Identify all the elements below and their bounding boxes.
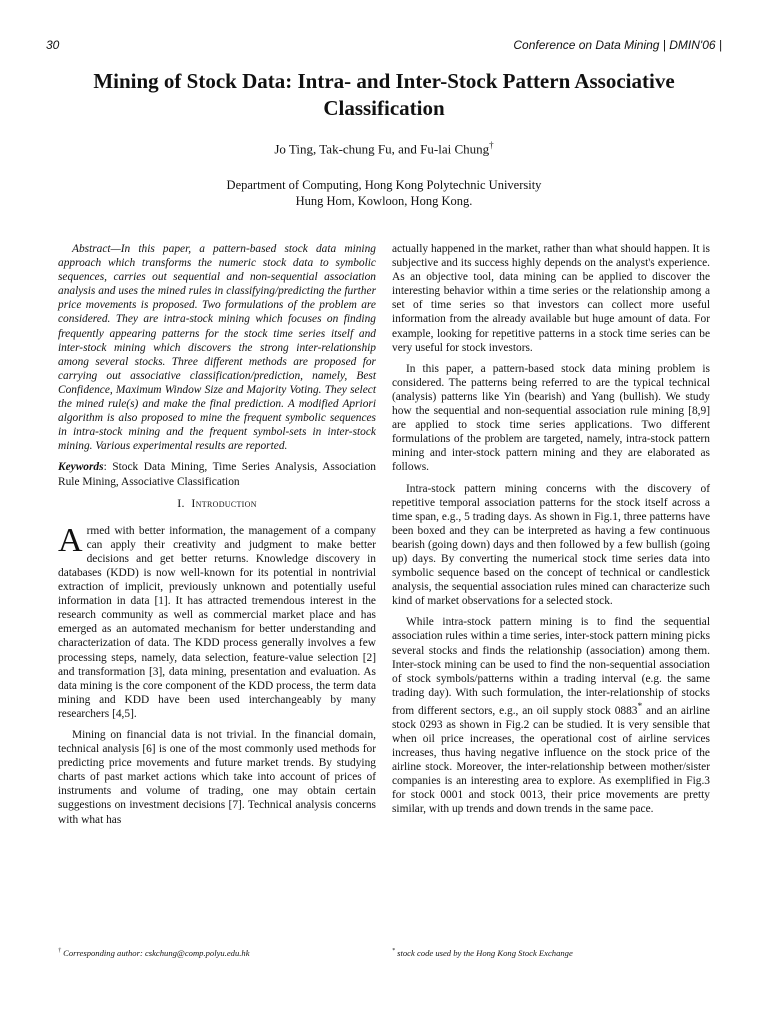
footnote-left-text: Corresponding author: cskchung@comp.polyu.edu.hk	[61, 948, 250, 958]
footnote-corresponding-author	[58, 948, 250, 958]
right-paragraph-4-b: and an airline stock 0293 as shown in Fig.2 can be studied. It is very sensible that when oil price increases, the operational cost of airline services increases, thus having negative influence on the stock price of the airline stock. Moreover, the inter-relationship between mother/sister companies is an interesting area to explore. As exemplified in Fig.3 for stock 0001 and stock 0013, their price movements are pretty similar, with up trends and down trends in the same pace.	[392, 704, 710, 816]
abstract-lead: Abstract—	[72, 243, 121, 255]
right-paragraph-2: In this paper, a pattern-based stock data mining problem is considered. The patterns being referred to are the typical technical (analysis) patterns like Yin (bearish) and Yang (bullish). We study how the sequential and non-sequential association rule mining [8,9] are applied to stock time series applications. Two different formulations of the problem are targeted, namely, intra-stock pattern mining and inter-stock pattern mining and they are elaborated as follows.	[392, 362, 710, 474]
right-paragraph-4-a: While intra-stock pattern mining is to find the sequential association rules within a time series, inter-stock pattern mining picks several stocks and finds the relationship (association) among them. Inter-stock mining can be used to find the non-sequential association of stock symbols/patterns within a trading interval (e.g. the same trading day). With such formulation, the inter-relationship of stocks from different sectors, e.g., an oil supply stock 0883	[392, 616, 711, 717]
intro-paragraph-1	[58, 521, 376, 721]
authors-text: Jo Ting, Tak-chung Fu, and Fu-lai Chung	[274, 141, 490, 157]
right-paragraph-3: Intra-stock pattern mining concerns with the discovery of repetitive temporal association patterns for the stock itself across a time span, e.g., 5 trading days. As shown in Fig.1, three patterns have been boxed and they can be interpreted as having a few continuous bearish (going down) days and then followed by a few bullish (going up) days. By converting the numerical stock time series data into symbolic sequence based on the concept of technical or candlestick analysis, the sequential association rules mined can characterize such kind of market observations for a selected stock.	[392, 482, 710, 608]
affiliation	[60, 177, 708, 209]
section-heading-introduction	[58, 496, 376, 510]
footnote-stock-code	[392, 948, 573, 958]
paper-title: Mining of Stock Data: Intra- and Inter-Stock Pattern Associative Classification	[93, 69, 675, 120]
footnote-mark-right: *	[392, 948, 395, 955]
right-paragraph-4	[392, 615, 710, 816]
keywords-text: : Stock Data Mining, Time Series Analysis, Association Rule Mining, Associative Classification	[58, 461, 376, 488]
affiliation-line-1: Department of Computing, Hong Kong Polytechnic University	[226, 178, 542, 192]
conference-name: Conference on Data Mining | DMIN'06 |	[513, 38, 722, 52]
left-column	[58, 242, 376, 834]
drop-cap: A	[58, 521, 83, 559]
right-column	[392, 242, 710, 823]
section-number: I.	[177, 495, 185, 510]
abstract	[58, 242, 376, 453]
keywords-label: Keywords	[58, 461, 104, 474]
running-header	[46, 38, 722, 56]
section-title: Introduction	[191, 495, 257, 510]
footnote-right-text: stock code used by the Hong Kong Stock Exchange	[395, 948, 573, 958]
intro-paragraph-2: Mining on financial data is not trivial. In the financial domain, technical analysis [6] is one of the most commonly used methods for predicting price movements and future market trends. By studying charts of past market actions which take into account of prices of instruments and volume of trading, one may obtain certain suggestions on investment decisions [7]. Technical analysis concerns with what has	[58, 729, 376, 826]
keywords	[58, 460, 376, 488]
abstract-text: In this paper, a pattern-based stock data mining approach which transforms the numeric stock data to symbolic sequences, carries out sequential and non-sequential association analysis and uses the mined rules in classifying/predicting the further price movements is proposed. Two formulations of the problem are considered. They are intra-stock mining which focuses on finding frequently appearing patterns for the stock time series itself and inter-stock mining which discovers the strong inter-relationship among several stocks. Three different methods are proposed for carrying out associative classification/prediction, namely, Best Confidence, Maximum Window Size and Majority Voting. They select the mined rule(s) and make the final prediction. A modified Apriori algorithm is also proposed to mine the frequent symbolic sequences in intra-stock mining and the frequent symbol-sets in inter-stock mining. Various experimental results are reported.	[58, 243, 376, 453]
stock-code-footnote-mark: *	[637, 701, 643, 712]
intro-paragraph-1-text: rmed with better information, the management of a company can apply their creativity and judgment to make better decisions and get better returns. Knowledge discovery in databases (KDD) is now well-known for its potential in nontrivial extraction of implicit, previously unknown and potentially useful information in data [1]. It has attracted tremendous interest in the research community as well as commercial market place and has emerged as an automated mechanism for better understanding and characterization of data. The KDD process generally involves a few processing steps, namely, data selection, feature-value selection [2] and transformation [3], data mining, presentation and evaluation. As data mining is the core component of the KDD process, the term data mining and KDD have been used interchangeably by many researchers [4,5].	[58, 524, 376, 720]
footnote-mark-left: †	[58, 948, 61, 955]
affiliation-line-2: Hung Hom, Kowloon, Hong Kong.	[295, 194, 473, 208]
author-list	[60, 140, 708, 157]
author-footnote-mark: †	[489, 140, 494, 150]
page-number: 30	[46, 38, 60, 52]
right-paragraph-1: actually happened in the market, rather than what should happen. It is subjective and its success highly depends on the analyst's experience. As an objective tool, data mining can be applied to discover the interesting behavior within a time series or the relationship among a set of time series so that investors can collect more useful information from the already available but huge amount of data. For example, looking for repetitive patterns in a stock time series can be very useful for stock investors.	[392, 243, 710, 354]
